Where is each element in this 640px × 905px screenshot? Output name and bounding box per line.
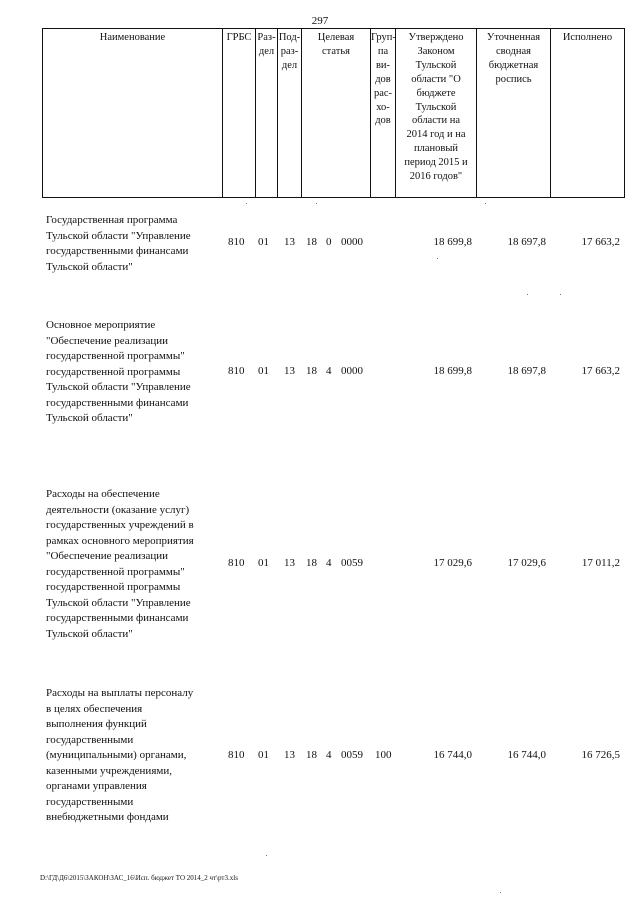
row-podrazdel: 13 <box>284 236 295 248</box>
row-name: Основное мероприятие "Обеспечение реализации государственной программы" государственной программы Тульской области "Управление государственными финансами Тульской области" <box>46 319 191 424</box>
row-executed: 17 011,2 <box>581 557 620 569</box>
row-name: Расходы на выплаты персоналу в целях обеспечения выполнения функций государственными (муниципальными) органами, казенными учреждениями, органами управления государственными внебюджетными фондами <box>46 687 194 823</box>
scan-speck <box>437 258 438 259</box>
row-executed: 17 663,2 <box>581 236 620 248</box>
scan-speck <box>560 294 561 295</box>
file-path-footer: D:\ГД\Д6\2015\ЗАКОН\ЗАС_16\Исп. бюджет ТО 2014_2 чт\рт3.xls <box>40 874 238 882</box>
header-name: Наименование <box>42 29 222 197</box>
row-cs-sub: 4 <box>326 365 332 377</box>
header-approved: Утверждено Законом Тульской области "О бюджете Тульской области на 2014 год и на плановый период 2015 и 2016 годов" <box>395 29 476 197</box>
row-approved: 17 029,6 <box>433 557 472 569</box>
row-approved: 18 699,8 <box>433 236 472 248</box>
header-target-article: Целевая статья <box>301 29 370 197</box>
row-podrazdel: 13 <box>284 365 295 377</box>
row-podrazdel: 13 <box>284 749 295 761</box>
row-approved: 18 699,8 <box>433 365 472 377</box>
row-cs-code: 0000 <box>341 365 363 377</box>
row-name: Государственная программа Тульской области "Управление государственными финансами Тульской области" <box>46 214 191 273</box>
header-expense-group: Груп- па ви- дов рас- хо- дов <box>370 29 395 197</box>
scan-speck <box>485 203 486 204</box>
row-cs-program: 18 <box>306 557 317 569</box>
row-cs-sub: 4 <box>326 749 332 761</box>
row-approved: 16 744,0 <box>433 749 472 761</box>
row-cs-program: 18 <box>306 236 317 248</box>
scan-speck <box>527 294 528 295</box>
scan-speck <box>266 855 267 856</box>
header-grbs: ГРБС <box>222 29 255 197</box>
row-refined: 17 029,6 <box>507 557 546 569</box>
row-cs-code: 0000 <box>341 236 363 248</box>
row-executed: 17 663,2 <box>581 365 620 377</box>
row-name: Расходы на обеспечение деятельности (оказание услуг) государственных учреждений в рамках основного мероприятия "Обеспечение реализации государственной программы" государственной программы Тульской области "Управление государственными финансами Тульской области" <box>46 488 194 640</box>
scan-speck <box>246 203 247 204</box>
row-refined: 18 697,8 <box>507 365 546 377</box>
row-cs-sub: 4 <box>326 557 332 569</box>
header-razdel: Раз- дел <box>255 29 277 197</box>
row-cs-code: 0059 <box>341 557 363 569</box>
row-razdel: 01 <box>258 557 269 569</box>
row-podrazdel: 13 <box>284 557 295 569</box>
header-executed: Исполнено <box>550 29 625 197</box>
header-refined: Уточненная сводная бюджетная роспись <box>476 29 550 197</box>
page-number: 297 <box>311 15 329 27</box>
table-header <box>42 28 625 198</box>
row-cs-sub: 0 <box>326 236 332 248</box>
row-cs-program: 18 <box>306 365 317 377</box>
row-razdel: 01 <box>258 365 269 377</box>
scan-speck <box>500 892 501 893</box>
row-expense-group: 100 <box>375 749 392 761</box>
row-cs-code: 0059 <box>341 749 363 761</box>
row-grbs: 810 <box>228 365 245 377</box>
row-refined: 18 697,8 <box>507 236 546 248</box>
header-podrazdel: Под- раз- дел <box>277 29 301 197</box>
row-refined: 16 744,0 <box>507 749 546 761</box>
row-grbs: 810 <box>228 236 245 248</box>
row-grbs: 810 <box>228 749 245 761</box>
row-grbs: 810 <box>228 557 245 569</box>
scan-speck <box>316 203 317 204</box>
row-razdel: 01 <box>258 749 269 761</box>
row-executed: 16 726,5 <box>581 749 620 761</box>
row-razdel: 01 <box>258 236 269 248</box>
row-cs-program: 18 <box>306 749 317 761</box>
